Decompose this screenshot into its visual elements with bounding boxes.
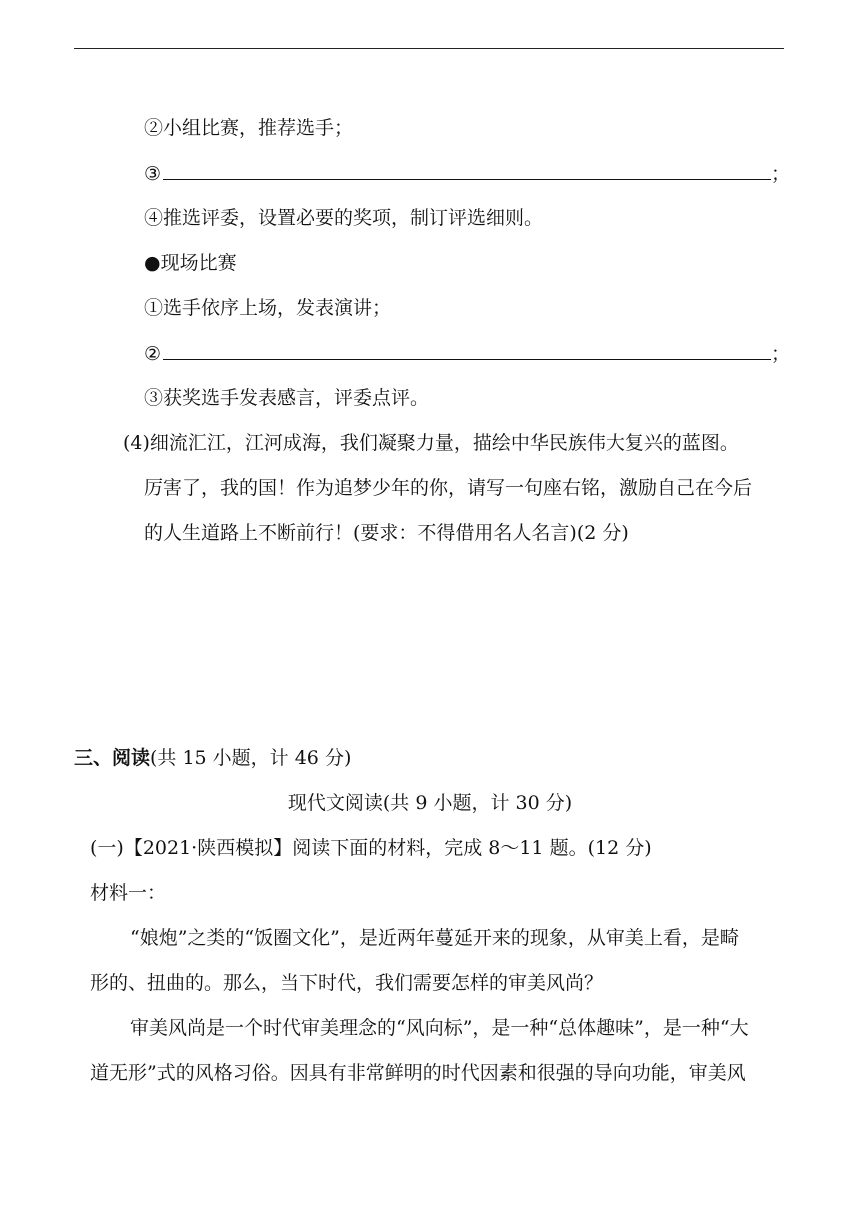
live-step-3-text: ③获奖选手发表感言，评委点评。	[144, 387, 430, 409]
live-contest-heading: ●现场比赛	[144, 252, 237, 274]
section-title	[74, 746, 351, 770]
question-4-line-1: (4)细流汇江，江河成海，我们凝聚力量，描绘中华民族伟大复兴的蓝图。	[123, 432, 739, 454]
section-title-rest: (共 15 小题，计 46 分)	[150, 747, 352, 769]
answer-blank-3[interactable]	[163, 161, 771, 180]
step-2-text: ②小组比赛，推荐选手；	[144, 117, 354, 139]
section-title-bold: 三、阅读	[74, 747, 151, 769]
blank-line-3	[144, 161, 790, 186]
question-4-line-3: 的人生道路上不断前行！(要求：不得借用名人名言)(2 分)	[144, 522, 629, 544]
paragraph-2-line-2: 道无形”式的风格习俗。因具有非常鲜明的时代因素和很强的导向功能，审美风	[90, 1062, 746, 1084]
blank-line-2-semicolon: ；	[771, 343, 791, 365]
material-label: 材料一：	[90, 882, 167, 904]
reading-part-heading: (一)【2021·陕西模拟】阅读下面的材料，完成 8～11 题。(12 分)	[90, 837, 652, 859]
live-step-1-text: ①选手依序上场，发表演讲；	[144, 297, 392, 319]
step-4-text: ④推选评委，设置必要的奖项，制订评选细则。	[144, 207, 544, 229]
paragraph-2-line-1: 审美风尚是一个时代审美理念的“风向标”，是一种“总体趣味”，是一种“大	[130, 1017, 749, 1039]
blank-line-3-number: ③	[144, 163, 162, 185]
answer-blank-2[interactable]	[163, 341, 771, 360]
section-subtitle: 现代文阅读(共 9 小题，计 30 分)	[287, 792, 573, 814]
blank-line-2	[144, 341, 790, 366]
paragraph-1-line-2: 形的、扭曲的。那么，当下时代，我们需要怎样的审美风尚？	[90, 972, 604, 994]
blank-line-3-semicolon: ；	[771, 163, 791, 185]
question-4-line-2: 厉害了，我的国！作为追梦少年的你，请写一句座右铭，激励自己在今后	[144, 477, 753, 499]
paragraph-1-line-1: “娘炮”之类的“饭圈文化”，是近两年蔓延开来的现象，从审美上看，是畸	[130, 927, 739, 949]
header-rule	[74, 48, 784, 49]
blank-line-2-number: ②	[144, 343, 162, 365]
